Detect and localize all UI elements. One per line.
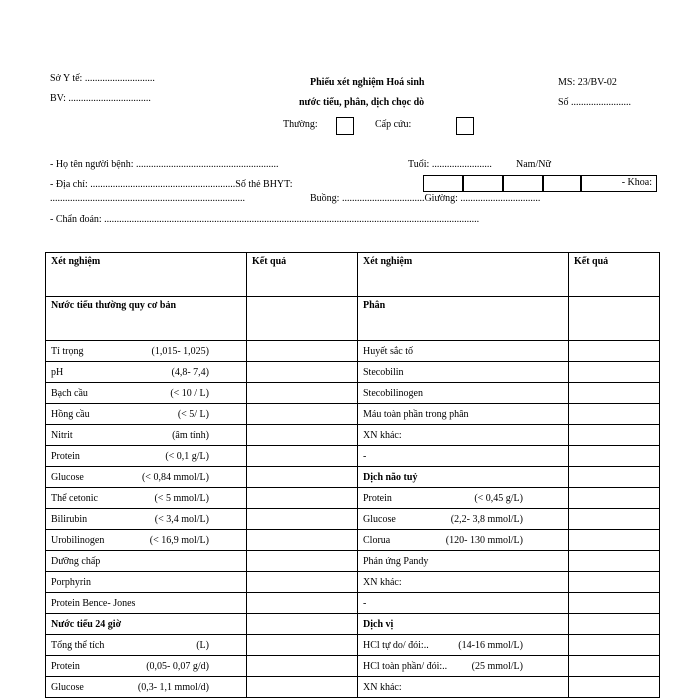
table-row xyxy=(46,635,660,656)
test-range: (2,2- 3,8 mmol/L) xyxy=(450,513,523,525)
result-cell[interactable] xyxy=(247,404,358,425)
test-name: Thể cetonic xyxy=(51,492,98,504)
result-cell[interactable] xyxy=(569,593,660,614)
table-row xyxy=(46,467,660,488)
test-name-cell xyxy=(358,614,569,635)
test-name: pH xyxy=(51,366,64,378)
bhyt-box-khoa[interactable] xyxy=(581,175,657,192)
test-name-cell xyxy=(46,572,247,593)
test-range: (< 5 mmol/L) xyxy=(154,492,209,504)
result-cell[interactable] xyxy=(569,488,660,509)
test-name: Bạch cầu xyxy=(51,387,88,399)
result-cell[interactable] xyxy=(569,425,660,446)
test-name-cell xyxy=(46,614,247,635)
capcuu-checkbox[interactable] xyxy=(456,117,474,135)
test-name-cell xyxy=(358,446,569,467)
form-title-line2: nước tiểu, phân, dịch chọc dò xyxy=(299,97,425,108)
table-row xyxy=(46,614,660,635)
test-name: Tỉ trọng xyxy=(51,345,84,357)
test-name: HCl toàn phần/ đói:.. xyxy=(363,660,448,672)
test-name: Stecobilinogen xyxy=(363,387,423,399)
test-name-cell xyxy=(358,467,569,488)
test-name-cell xyxy=(358,425,569,446)
result-cell[interactable] xyxy=(247,383,358,404)
test-range: (< 0,84 mmol/L) xyxy=(141,471,209,483)
test-name: HCl tự do/ đói:.. xyxy=(363,639,429,651)
table-row xyxy=(46,656,660,677)
test-range: (< 5/ L) xyxy=(177,408,209,420)
result-cell[interactable] xyxy=(569,383,660,404)
bhyt-box-1[interactable] xyxy=(423,175,463,192)
table-row xyxy=(46,677,660,698)
test-range: (4,8- 7,4) xyxy=(171,366,209,378)
test-range: (120- 130 mmol/L) xyxy=(445,534,523,546)
result-cell[interactable] xyxy=(569,656,660,677)
result-cell[interactable] xyxy=(569,341,660,362)
result-cell[interactable] xyxy=(569,404,660,425)
test-name: Nước tiểu 24 giờ xyxy=(51,618,122,630)
result-cell[interactable] xyxy=(569,677,660,698)
test-name-cell xyxy=(46,677,247,698)
table-row xyxy=(46,551,660,572)
address-line2: .............................................................................. xyxy=(50,193,245,204)
result-cell[interactable] xyxy=(569,446,660,467)
result-cell[interactable] xyxy=(247,362,358,383)
test-name-cell xyxy=(358,635,569,656)
test-name: - xyxy=(363,597,367,609)
table-row xyxy=(46,572,660,593)
test-name-cell xyxy=(46,635,247,656)
test-range: (< 10 / L) xyxy=(170,387,209,399)
result-cell[interactable] xyxy=(569,572,660,593)
table-row xyxy=(46,362,660,383)
test-range: (< 16,9 mol/L) xyxy=(149,534,209,546)
test-name-cell xyxy=(358,677,569,698)
test-name-cell xyxy=(358,551,569,572)
test-name: XN khác: xyxy=(363,576,402,588)
test-range: (< 3,4 mol/L) xyxy=(154,513,209,525)
test-name-cell xyxy=(46,530,247,551)
test-name: XN khác: xyxy=(363,681,402,693)
result-cell[interactable] xyxy=(247,551,358,572)
test-range: (< 0,1 g/L) xyxy=(165,450,209,462)
section-row xyxy=(46,297,660,341)
test-range: (< 0,45 g/L) xyxy=(474,492,523,504)
header-test-left: Xét nghiệm xyxy=(46,253,247,297)
test-name-cell xyxy=(358,404,569,425)
test-range: (0,05- 0,07 g/d) xyxy=(146,660,209,672)
test-name-cell xyxy=(46,593,247,614)
result-cell[interactable] xyxy=(569,614,660,635)
result-cell[interactable] xyxy=(247,677,358,698)
bv-field: BV: ................................. xyxy=(50,93,151,104)
patient-name-field[interactable]: - Họ tên người bệnh: ......................................................... xyxy=(50,159,279,170)
result-cell[interactable] xyxy=(247,656,358,677)
result-cell[interactable] xyxy=(569,509,660,530)
result-cell[interactable] xyxy=(247,614,358,635)
test-name-cell xyxy=(358,656,569,677)
test-name: Máu toàn phần trong phân xyxy=(363,408,469,420)
test-name-cell xyxy=(46,446,247,467)
result-cell[interactable] xyxy=(569,362,660,383)
result-cell[interactable] xyxy=(247,593,358,614)
test-name: Porphyrin xyxy=(51,576,91,588)
form-code: MS: 23/BV-02 xyxy=(558,77,617,88)
test-range: (14-16 mmol/L) xyxy=(458,639,523,651)
result-cell[interactable] xyxy=(569,530,660,551)
test-name-cell xyxy=(46,467,247,488)
test-name: Dịch não tuỷ xyxy=(363,471,418,483)
thuong-checkbox[interactable] xyxy=(336,117,354,135)
section-urine: Nước tiểu thường quy cơ bản xyxy=(46,297,247,341)
section-stool: Phân xyxy=(358,297,569,341)
test-name: Tổng thể tích xyxy=(51,639,105,651)
form-title-line1: Phiếu xét nghiệm Hoá sinh xyxy=(310,77,425,88)
table-row xyxy=(46,383,660,404)
test-name-cell xyxy=(358,362,569,383)
table-row xyxy=(46,488,660,509)
khoa-label: - Khoa: xyxy=(621,177,652,188)
test-name-cell xyxy=(358,530,569,551)
table-row xyxy=(46,341,660,362)
test-name-cell xyxy=(358,341,569,362)
result-cell[interactable] xyxy=(247,446,358,467)
test-name-cell xyxy=(358,572,569,593)
test-range: (0,3- 1,1 mmol/d) xyxy=(137,681,209,693)
test-name: Dịch vị xyxy=(363,618,394,630)
result-cell[interactable] xyxy=(247,467,358,488)
age-field[interactable]: Tuổi: ........................ xyxy=(408,159,492,170)
so-yte-field: Sở Y tế: ............................ xyxy=(50,73,155,84)
table-row xyxy=(46,530,660,551)
capcuu-label: Cấp cứu: xyxy=(375,119,412,130)
test-name-cell xyxy=(46,383,247,404)
test-name: Hồng cầu xyxy=(51,408,90,420)
address-field[interactable]: - Địa chỉ: ..........................................................Số thẻ BHYT: xyxy=(50,179,293,190)
test-name: Bilirubin xyxy=(51,513,88,525)
bhyt-box-3[interactable] xyxy=(503,175,543,192)
test-name-cell xyxy=(46,425,247,446)
test-range: (1,015- 1,025) xyxy=(151,345,209,357)
thuong-label: Thường: xyxy=(283,119,318,130)
test-name-cell xyxy=(46,551,247,572)
test-range: (25 mmol/L) xyxy=(471,660,523,672)
test-name-cell xyxy=(358,488,569,509)
bhyt-box-4[interactable] xyxy=(543,175,581,192)
result-cell[interactable] xyxy=(247,488,358,509)
test-name-cell xyxy=(46,488,247,509)
result-cell[interactable] xyxy=(247,530,358,551)
bhyt-box-2[interactable] xyxy=(463,175,503,192)
test-name: Protein Bence- Jones xyxy=(51,597,136,609)
header-test-right: Xét nghiệm xyxy=(358,253,569,297)
result-cell[interactable] xyxy=(247,425,358,446)
test-name: Huyết sắc tố xyxy=(363,345,413,357)
test-name-cell xyxy=(46,362,247,383)
test-name: Phản ứng Pandy xyxy=(363,555,429,567)
test-name: Urobilinogen xyxy=(51,534,105,546)
result-cell[interactable] xyxy=(569,635,660,656)
test-name-cell xyxy=(358,383,569,404)
test-name: Protein xyxy=(51,450,80,462)
test-name-cell xyxy=(358,593,569,614)
test-range: (âm tính) xyxy=(172,429,209,441)
form-number: Số ........................ xyxy=(558,97,632,108)
header-result-right: Kết quả xyxy=(569,253,660,297)
test-name: Glucose xyxy=(51,681,84,693)
result-cell[interactable] xyxy=(569,297,660,341)
test-name: Glucose xyxy=(51,471,84,483)
test-name: Glucose xyxy=(363,513,396,525)
test-name-cell xyxy=(358,509,569,530)
test-name: Stecobilin xyxy=(363,366,404,378)
test-name: Clorua xyxy=(363,534,391,546)
result-cell[interactable] xyxy=(247,297,358,341)
result-cell[interactable] xyxy=(569,467,660,488)
result-cell[interactable] xyxy=(247,572,358,593)
test-name: Nitrit xyxy=(51,429,73,441)
test-name: Protein xyxy=(51,660,80,672)
table-row xyxy=(46,593,660,614)
result-cell[interactable] xyxy=(247,341,358,362)
test-name-cell xyxy=(46,509,247,530)
test-name: - xyxy=(363,450,367,462)
header-result-left: Kết quả xyxy=(247,253,358,297)
gender-field[interactable]: Nam/Nữ xyxy=(516,159,551,170)
test-range: (L) xyxy=(196,639,209,651)
result-cell[interactable] xyxy=(569,551,660,572)
table-header-row xyxy=(46,253,660,297)
test-results-table xyxy=(45,252,660,698)
room-bed-field[interactable]: Buồng: .................................Giường: ................................ xyxy=(310,193,541,204)
test-name: Protein xyxy=(363,492,392,504)
table-row xyxy=(46,446,660,467)
table-row xyxy=(46,509,660,530)
test-name-cell xyxy=(46,404,247,425)
test-name: Dưỡng chấp xyxy=(51,555,101,567)
table-row xyxy=(46,425,660,446)
result-cell[interactable] xyxy=(247,635,358,656)
table-row xyxy=(46,404,660,425)
result-cell[interactable] xyxy=(247,509,358,530)
diagnosis-field[interactable]: - Chẩn đoán: ...................................................................................................................................................... xyxy=(50,214,480,225)
test-name-cell xyxy=(46,341,247,362)
test-name: XN khác: xyxy=(363,429,402,441)
test-name-cell xyxy=(46,656,247,677)
